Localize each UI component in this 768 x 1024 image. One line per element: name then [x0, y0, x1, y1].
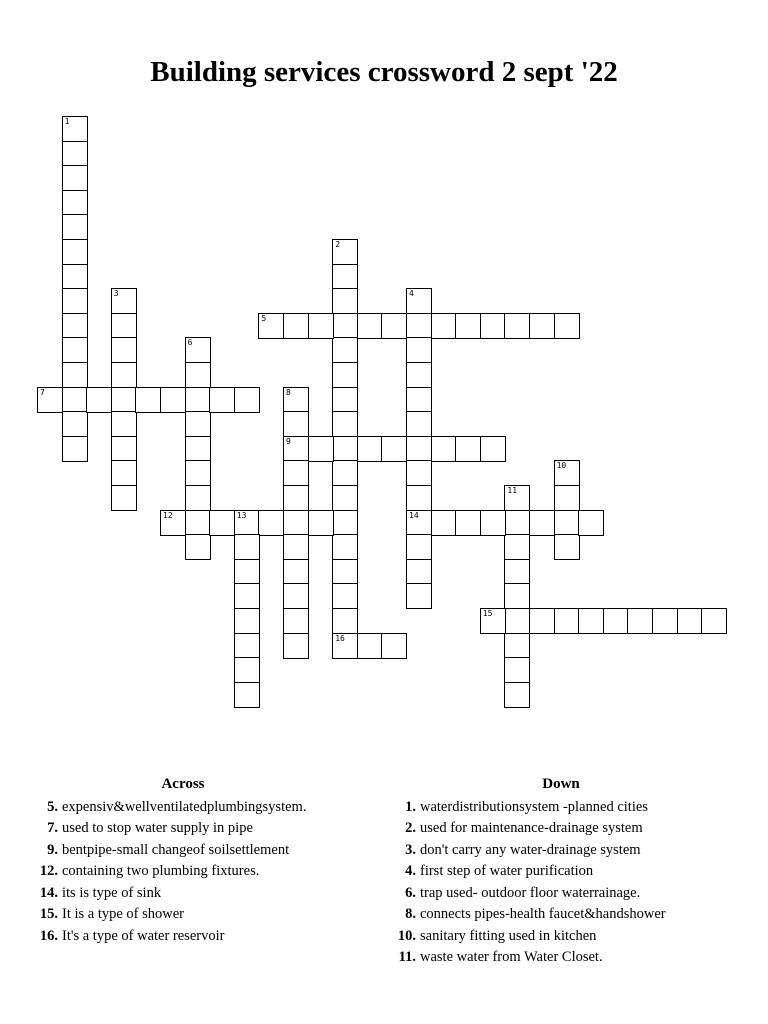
grid-cell[interactable] [431, 313, 457, 339]
across-clue [38, 883, 328, 905]
grid-cell[interactable] [283, 436, 309, 462]
down-heading: Down [542, 776, 580, 792]
clue-number-label: 5. [47, 798, 58, 815]
grid-cell[interactable] [357, 633, 383, 659]
grid-cell[interactable] [185, 436, 211, 462]
clue-text: trap used- outdoor floor waterrainage. [420, 884, 641, 901]
grid-cell[interactable] [529, 510, 555, 536]
grid-cell[interactable] [62, 436, 88, 462]
clue-number-label: 14. [39, 884, 58, 901]
grid-cell[interactable] [332, 436, 358, 462]
across-clue [38, 861, 328, 883]
grid-cell[interactable] [455, 436, 481, 462]
grid-cell[interactable] [431, 510, 457, 536]
down-clue [396, 926, 726, 948]
grid-cell[interactable] [283, 559, 309, 585]
down-clue [396, 947, 726, 969]
grid-cell[interactable] [185, 337, 211, 363]
down-clue [396, 904, 726, 926]
grid-cell[interactable] [111, 337, 137, 363]
grid-cell[interactable] [578, 608, 604, 634]
clue-number: 11 [507, 486, 518, 495]
grid-cell[interactable] [332, 633, 358, 659]
grid-cell[interactable] [381, 633, 407, 659]
grid-cell[interactable] [160, 510, 186, 536]
grid-cell[interactable] [381, 436, 407, 462]
grid-cell[interactable] [381, 313, 407, 339]
clue-number: 10 [556, 461, 567, 471]
across-clue [38, 818, 328, 840]
grid-cell[interactable] [283, 583, 309, 609]
grid-cell[interactable] [62, 337, 88, 363]
grid-cell[interactable] [504, 485, 530, 511]
clue-number-label: 2. [405, 820, 416, 836]
grid-cell[interactable] [283, 633, 309, 659]
grid-cell[interactable] [332, 485, 358, 511]
grid-cell[interactable] [406, 583, 432, 609]
grid-cell[interactable] [578, 510, 604, 536]
grid-cell[interactable] [135, 387, 161, 413]
grid-cell[interactable] [234, 534, 260, 560]
grid-cell[interactable] [160, 387, 186, 413]
across-clue [38, 926, 328, 948]
grid-cell[interactable] [332, 387, 358, 413]
grid-cell[interactable] [480, 510, 506, 536]
grid-cell[interactable] [480, 436, 506, 462]
grid-cell[interactable] [554, 485, 580, 511]
across-heading: Across [161, 776, 205, 792]
across-clue [38, 904, 328, 926]
grid-cell[interactable] [308, 510, 334, 536]
grid-cell[interactable] [111, 411, 137, 437]
clue-number-label: 10. [397, 927, 416, 944]
across-clue [38, 840, 328, 862]
clue-number: 8 [286, 387, 291, 397]
grid-cell[interactable] [480, 608, 506, 634]
grid-cell[interactable] [185, 362, 211, 388]
clue-text: used to stop water supply in pipe [62, 820, 253, 836]
grid-cell[interactable] [234, 657, 260, 683]
grid-cell[interactable] [406, 534, 432, 560]
clue-number: 15 [482, 609, 493, 618]
grid-cell[interactable] [554, 510, 580, 536]
clue-number: 4 [409, 289, 414, 299]
grid-cell[interactable] [283, 460, 309, 486]
grid-cell[interactable] [406, 337, 432, 363]
grid-cell[interactable] [283, 411, 309, 437]
clue-number-label: 12. [39, 863, 58, 879]
down-clue [396, 840, 726, 862]
clue-number: 13 [236, 510, 247, 520]
grid-cell[interactable] [332, 559, 358, 585]
grid-cell[interactable] [406, 362, 432, 388]
down-clue [396, 797, 726, 819]
grid-cell[interactable] [332, 411, 358, 437]
clue-text: its is type of sink [62, 884, 162, 901]
grid-cell[interactable] [111, 485, 137, 511]
grid-cell[interactable] [283, 485, 309, 511]
grid-cell[interactable] [283, 608, 309, 634]
clue-number-label: 11. [398, 949, 416, 965]
grid-cell[interactable] [504, 633, 530, 659]
grid-cell[interactable] [332, 583, 358, 609]
grid-cell[interactable] [455, 313, 481, 339]
grid-cell[interactable] [357, 436, 383, 462]
clue-number-label: 6. [405, 884, 416, 901]
clue-number: 9 [286, 436, 291, 446]
clue-text: first step of water purification [420, 863, 594, 879]
grid-cell[interactable] [332, 239, 358, 265]
grid-cell[interactable] [185, 510, 211, 536]
grid-cell[interactable] [185, 460, 211, 486]
grid-cell[interactable] [62, 141, 88, 167]
grid-cell[interactable] [62, 190, 88, 216]
grid-cell[interactable] [554, 608, 580, 634]
grid-cell[interactable] [480, 313, 506, 339]
grid-cell[interactable] [455, 510, 481, 536]
clue-text: used for maintenance-drainage system [420, 820, 643, 836]
clue-text: It is a type of shower [62, 906, 185, 922]
clue-number-label: 8. [405, 906, 416, 922]
grid-cell[interactable] [652, 608, 678, 634]
across-clue [38, 797, 328, 819]
grid-cell[interactable] [62, 362, 88, 388]
grid-cell[interactable] [62, 264, 88, 290]
grid-cell[interactable] [554, 534, 580, 560]
grid-cell[interactable] [504, 510, 530, 536]
grid-cell[interactable] [332, 337, 358, 363]
clue-number: 14 [409, 510, 419, 520]
grid-cell[interactable] [406, 313, 432, 339]
grid-cell[interactable] [332, 510, 358, 536]
grid-cell[interactable] [406, 510, 432, 536]
clue-number: 3 [113, 289, 119, 299]
grid-cell[interactable] [406, 288, 432, 314]
grid-cell[interactable] [406, 559, 432, 585]
grid-cell[interactable] [308, 313, 334, 339]
grid-cell[interactable] [62, 116, 88, 142]
grid-cell[interactable] [406, 460, 432, 486]
grid-cell[interactable] [701, 608, 727, 634]
grid-cell[interactable] [234, 583, 260, 609]
grid-cell[interactable] [62, 214, 88, 240]
clue-number: 7 [40, 387, 45, 397]
grid-cell[interactable] [185, 387, 211, 413]
grid-cell[interactable] [258, 510, 284, 536]
grid-cell[interactable] [603, 608, 629, 634]
grid-cell[interactable] [677, 608, 703, 634]
grid-cell[interactable] [234, 559, 260, 585]
grid-cell[interactable] [62, 165, 88, 191]
grid-cell[interactable] [332, 264, 358, 290]
grid-cell[interactable] [258, 313, 284, 339]
clue-text: containing two plumbing fixtures. [62, 863, 260, 879]
clue-text: waterdistributionsystem -planned cities [420, 798, 648, 815]
grid-cell[interactable] [185, 534, 211, 560]
grid-cell[interactable] [554, 313, 580, 339]
down-clue [396, 883, 726, 905]
grid-cell[interactable] [627, 608, 653, 634]
grid-cell[interactable] [185, 411, 211, 437]
clue-number-label: 7. [47, 820, 58, 836]
clue-text: sanitary fitting used in kitchen [420, 927, 597, 944]
clue-number-label: 15. [39, 906, 58, 922]
grid-cell[interactable] [111, 288, 137, 314]
clue-number-label: 1. [405, 798, 416, 815]
grid-cell[interactable] [62, 387, 88, 413]
grid-cell[interactable] [234, 633, 260, 659]
grid-cell[interactable] [554, 460, 580, 486]
grid-cell[interactable] [529, 313, 555, 339]
clue-number: 12 [163, 510, 173, 520]
grid-cell[interactable] [332, 534, 358, 560]
grid-cell[interactable] [504, 534, 530, 560]
grid-cell[interactable] [332, 362, 358, 388]
grid-cell[interactable] [529, 608, 555, 634]
grid-cell[interactable] [406, 411, 432, 437]
down-clues [396, 774, 726, 969]
clue-number: 1 [64, 117, 70, 126]
grid-cell[interactable] [332, 288, 358, 314]
clue-number: 2 [335, 240, 341, 249]
down-clue [396, 818, 726, 840]
grid-cell[interactable] [209, 387, 235, 413]
grid-cell[interactable] [62, 239, 88, 265]
grid-cell[interactable] [234, 608, 260, 634]
clue-number: 16 [335, 633, 345, 643]
grid-cell[interactable] [504, 682, 530, 708]
clue-text: expensiv&wellventilatedplumbingsystem. [62, 798, 307, 815]
clue-text: waste water from Water Closet. [420, 949, 603, 965]
clue-number-label: 16. [39, 927, 58, 944]
grid-cell[interactable] [283, 387, 309, 413]
grid-cell[interactable] [111, 362, 137, 388]
grid-cell[interactable] [431, 436, 457, 462]
clue-text: connects pipes-health faucet&handshower [420, 906, 666, 922]
grid-cell[interactable] [332, 608, 358, 634]
clue-text: bentpipe-small changeof soilsettlement [62, 841, 290, 858]
page-title: Building services crossword 2 sept '22 [150, 56, 618, 88]
grid-cell[interactable] [111, 460, 137, 486]
grid-cell[interactable] [185, 485, 211, 511]
clue-number-label: 4. [405, 863, 416, 879]
clue-text: don't carry any water-drainage system [420, 841, 641, 858]
grid-cell[interactable] [283, 313, 309, 339]
grid-cell[interactable] [111, 436, 137, 462]
clue-number: 6 [187, 338, 193, 348]
grid-cell[interactable] [504, 559, 530, 585]
grid-cell[interactable] [406, 387, 432, 413]
grid-cell[interactable] [504, 657, 530, 683]
grid-cell[interactable] [504, 313, 530, 339]
grid-cell[interactable] [209, 510, 235, 536]
grid-cell[interactable] [406, 485, 432, 511]
grid-cell[interactable] [283, 534, 309, 560]
grid-cell[interactable] [111, 313, 137, 339]
grid-cell[interactable] [62, 411, 88, 437]
grid-cell[interactable] [406, 436, 432, 462]
clue-text: It's a type of water reservoir [62, 927, 225, 944]
grid-cell[interactable] [234, 387, 260, 413]
grid-cell[interactable] [234, 510, 260, 536]
grid-cell[interactable] [62, 313, 88, 339]
grid-cell[interactable] [504, 608, 530, 634]
grid-cell[interactable] [283, 510, 309, 536]
grid-cell[interactable] [332, 460, 358, 486]
grid-cell[interactable] [86, 387, 112, 413]
grid-cell[interactable] [308, 436, 334, 462]
grid-cell[interactable] [37, 387, 63, 413]
clue-number: 5 [261, 313, 267, 323]
grid-cell[interactable] [332, 313, 358, 339]
grid-cell[interactable] [357, 313, 383, 339]
clue-number-label: 9. [47, 841, 58, 858]
grid-cell[interactable] [111, 387, 137, 413]
down-clue [396, 861, 726, 883]
grid-cell[interactable] [504, 583, 530, 609]
across-clues [38, 774, 328, 947]
grid-cell[interactable] [62, 288, 88, 314]
grid-cell[interactable] [234, 682, 260, 708]
clue-number-label: 3. [405, 841, 416, 858]
